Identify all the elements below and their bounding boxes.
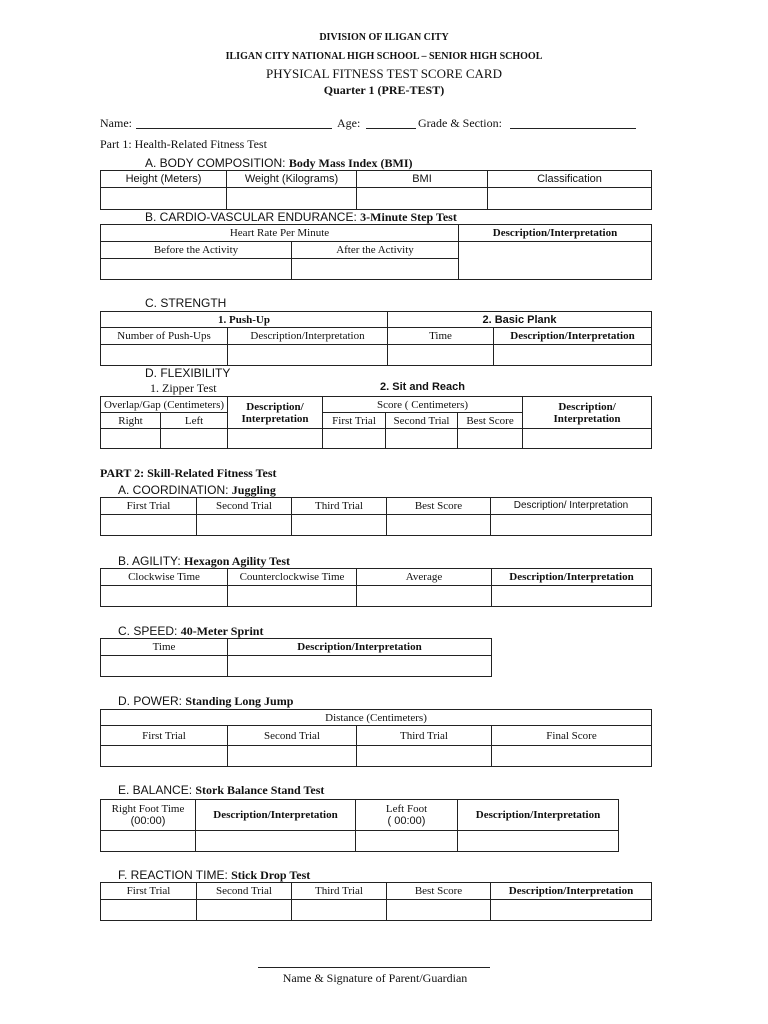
name-field[interactable] — [136, 128, 332, 129]
stick-third-cell[interactable] — [292, 900, 387, 921]
coordination-table — [100, 497, 652, 536]
speed-table — [100, 638, 492, 677]
agility-label: B. AGILITY: Hexagon Agility Test — [118, 554, 291, 568]
stick-first-header: First Trial — [101, 883, 197, 900]
push-up-header: 1. Push-Up — [101, 312, 388, 328]
agility-average-cell[interactable] — [357, 586, 492, 607]
stick-desc-cell[interactable] — [491, 900, 652, 921]
sprint-desc-cell[interactable] — [228, 656, 492, 677]
juggling-best-cell[interactable] — [387, 515, 491, 536]
zipper-left-header: Left — [161, 413, 228, 429]
power-table — [100, 709, 652, 767]
sit-reach-best-header: Best Score — [458, 413, 523, 429]
balance-table — [100, 799, 619, 852]
jump-first-cell[interactable] — [101, 746, 228, 767]
strength-label: C. STRENGTH — [145, 296, 227, 310]
bmi-table — [100, 170, 652, 210]
bmi-header-height: Height (Meters) — [101, 171, 227, 188]
sit-reach-desc-header: Description/ Interpretation — [523, 397, 652, 429]
bmi-header-bmi: BMI — [357, 171, 488, 188]
stick-first-cell[interactable] — [101, 900, 197, 921]
jump-third-header: Third Trial — [357, 726, 492, 746]
before-activity-header: Before the Activity — [101, 242, 292, 259]
agility-average-header: Average — [357, 569, 492, 586]
counterclockwise-header: Counterclockwise Time — [228, 569, 357, 586]
school-heading: ILIGAN CITY NATIONAL HIGH SCHOOL – SENIOR HIGH SCHOOL — [225, 51, 543, 62]
stick-second-header: Second Trial — [197, 883, 292, 900]
juggling-second-header: Second Trial — [197, 498, 292, 515]
right-foot-header: Right Foot Time (00:00) — [101, 800, 196, 831]
pushup-desc-header: Description/Interpretation — [228, 328, 388, 345]
balance-label: E. BALANCE: Stork Balance Stand Test — [118, 783, 325, 797]
grade-section-field[interactable] — [510, 128, 636, 129]
juggling-third-header: Third Trial — [292, 498, 387, 515]
power-label: D. POWER: Standing Long Jump — [118, 694, 294, 708]
juggling-desc-header: Description/ Interpretation — [491, 498, 652, 515]
sprint-time-header: Time — [101, 639, 228, 656]
bmi-header-classification: Classification — [488, 171, 652, 188]
reaction-label: F. REACTION TIME: Stick Drop Test — [118, 868, 311, 882]
pushup-desc-cell[interactable] — [228, 345, 388, 366]
signature-label: Name & Signature of Parent/Guardian — [282, 971, 468, 985]
page-title: PHYSICAL FITNESS TEST SCORE CARD — [266, 66, 502, 81]
plank-time-header: Time — [388, 328, 494, 345]
right-foot-desc-cell[interactable] — [196, 831, 356, 852]
sprint-desc-header: Description/Interpretation — [228, 639, 492, 656]
agility-table — [100, 568, 652, 607]
agility-desc-cell[interactable] — [492, 586, 652, 607]
bmi-classification-cell[interactable] — [488, 188, 652, 210]
before-activity-cell[interactable] — [101, 259, 292, 280]
grade-section-label: Grade & Section: — [418, 116, 502, 130]
flexibility-label: D. FLEXIBILITY — [145, 366, 231, 380]
age-label: Age: — [337, 116, 361, 130]
speed-label: C. SPEED: 40-Meter Sprint — [118, 624, 264, 638]
zipper-right-cell[interactable] — [101, 429, 161, 449]
bmi-header-weight: Weight (Kilograms) — [227, 171, 357, 188]
juggling-first-cell[interactable] — [101, 515, 197, 536]
zipper-desc-header: Description/ Interpretation — [228, 397, 323, 429]
clockwise-header: Clockwise Time — [101, 569, 228, 586]
zipper-left-cell[interactable] — [161, 429, 228, 449]
overlap-gap-header: Overlap/Gap (Centimeters) — [101, 397, 228, 413]
agility-desc-header: Description/Interpretation — [492, 569, 652, 586]
plank-desc-header: Description/Interpretation — [494, 328, 652, 345]
heart-rate-header: Heart Rate Per Minute — [101, 225, 459, 242]
plank-desc-cell[interactable] — [494, 345, 652, 366]
jump-second-cell[interactable] — [228, 746, 357, 767]
stick-second-cell[interactable] — [197, 900, 292, 921]
quarter-label: Quarter 1 (PRE-TEST) — [323, 83, 445, 97]
stick-third-header: Third Trial — [292, 883, 387, 900]
pushup-count-cell[interactable] — [101, 345, 228, 366]
reaction-table — [100, 882, 652, 921]
left-foot-desc-header: Description/Interpretation — [458, 800, 619, 831]
cardio-desc-cell[interactable] — [459, 242, 652, 280]
bmi-height-cell[interactable] — [101, 188, 227, 210]
jump-first-header: First Trial — [101, 726, 228, 746]
bmi-value-cell[interactable] — [357, 188, 488, 210]
division-heading: DIVISION OF ILIGAN CITY — [319, 32, 449, 43]
after-activity-cell[interactable] — [292, 259, 459, 280]
sit-reach-best-cell[interactable] — [458, 429, 523, 449]
stick-desc-header: Description/Interpretation — [491, 883, 652, 900]
sit-reach-desc-cell[interactable] — [523, 429, 652, 449]
age-field[interactable] — [366, 128, 416, 129]
counterclockwise-cell[interactable] — [228, 586, 357, 607]
cardio-label: B. CARDIO-VASCULAR ENDURANCE: 3-Minute Step Test — [145, 210, 457, 224]
right-foot-cell[interactable] — [101, 831, 196, 852]
stick-best-cell[interactable] — [387, 900, 491, 921]
jump-third-cell[interactable] — [357, 746, 492, 767]
juggling-second-cell[interactable] — [197, 515, 292, 536]
part2-title: PART 2: Skill-Related Fitness Test — [100, 466, 277, 480]
sit-reach-first-header: First Trial — [323, 413, 386, 429]
sit-reach-label: 2. Sit and Reach — [380, 381, 465, 393]
juggling-best-header: Best Score — [387, 498, 491, 515]
cardio-desc-header: Description/Interpretation — [459, 225, 652, 242]
body-composition-label: A. BODY COMPOSITION: Body Mass Index (BMI) — [145, 156, 413, 170]
zipper-right-header: Right — [101, 413, 161, 429]
jump-final-header: Final Score — [492, 726, 652, 746]
name-label: Name: — [100, 116, 132, 130]
num-pushups-header: Number of Push-Ups — [101, 328, 228, 345]
left-foot-header: Left Foot ( 00:00) — [356, 800, 458, 831]
right-foot-desc-header: Description/Interpretation — [196, 800, 356, 831]
sit-reach-second-header: Second Trial — [386, 413, 458, 429]
jump-second-header: Second Trial — [228, 726, 357, 746]
stick-best-header: Best Score — [387, 883, 491, 900]
after-activity-header: After the Activity — [292, 242, 459, 259]
basic-plank-header: 2. Basic Plank — [388, 312, 652, 328]
left-foot-cell[interactable] — [356, 831, 458, 852]
part1-title: Part 1: Health-Related Fitness Test — [100, 137, 267, 151]
strength-table — [100, 311, 652, 366]
clockwise-cell[interactable] — [101, 586, 228, 607]
zipper-test-label: 1. Zipper Test — [150, 381, 217, 395]
flexibility-table — [100, 396, 652, 449]
juggling-first-header: First Trial — [101, 498, 197, 515]
sit-reach-score-header: Score ( Centimeters) — [323, 397, 523, 413]
left-foot-desc-cell[interactable] — [458, 831, 619, 852]
juggling-third-cell[interactable] — [292, 515, 387, 536]
jump-final-cell[interactable] — [492, 746, 652, 767]
coordination-label: A. COORDINATION: Juggling — [118, 483, 276, 497]
zipper-desc-cell[interactable] — [228, 429, 323, 449]
juggling-desc-cell[interactable] — [491, 515, 652, 536]
sprint-time-cell[interactable] — [101, 656, 228, 677]
sit-reach-second-cell[interactable] — [386, 429, 458, 449]
step-test-table — [100, 224, 652, 280]
plank-time-cell[interactable] — [388, 345, 494, 366]
signature-line[interactable] — [258, 967, 490, 968]
sit-reach-first-cell[interactable] — [323, 429, 386, 449]
distance-header: Distance (Centimeters) — [101, 710, 652, 726]
bmi-weight-cell[interactable] — [227, 188, 357, 210]
